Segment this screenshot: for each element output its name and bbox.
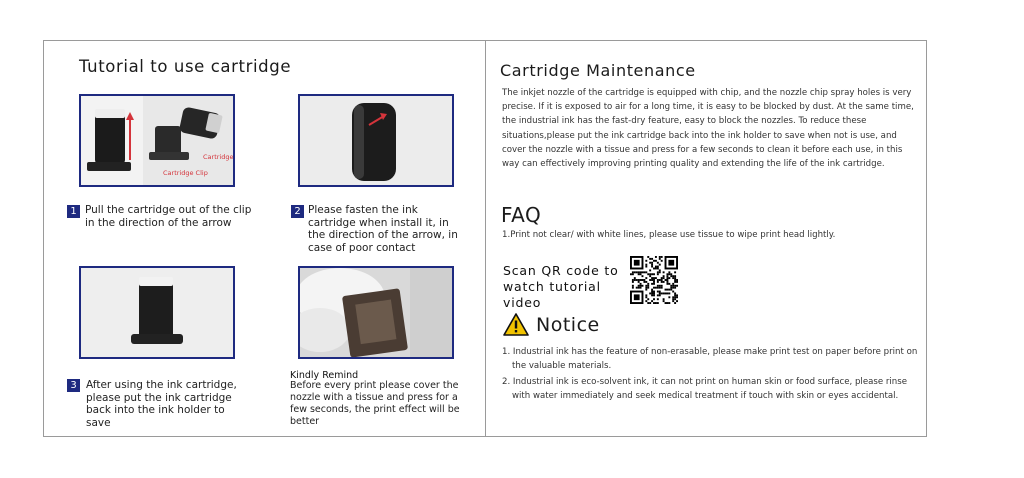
notice-item-1: 1. Industrial ink has the feature of non-erasable, please make print test on paper before print on the valuable materials. [502, 347, 918, 371]
step-1-text: Pull the cartridge out of the clip in the direction of the arrow [85, 204, 252, 229]
qr-code-icon[interactable] [630, 256, 678, 304]
tutorial-title: Tutorial to use cartridge [79, 57, 292, 76]
warning-icon [503, 313, 529, 336]
photo-fasten-cartridge [298, 94, 454, 187]
step-3-text: After using the ink cartridge, please put the ink cartridge back into the ink holder to save [86, 379, 237, 429]
faq-text: 1.Print not clear/ with white lines, please use tissue to wipe print head lightly. [502, 230, 836, 240]
notice-list [502, 346, 922, 406]
maintenance-title: Cartridge Maintenance [500, 61, 696, 80]
kindly-remind-text: Before every print please cover the nozzle with a tissue and press for a few seconds, the print effect will be better [290, 380, 460, 427]
cartridge-clip-label: Cartridge Clip [163, 169, 208, 177]
step-3-badge: 3 [67, 379, 80, 392]
kindly-remind-title: Kindly Remind [290, 370, 359, 381]
notice-title: Notice [536, 314, 600, 336]
qr-caption: Scan QR code to watch tutorial video [503, 263, 619, 310]
step-1-badge: 1 [67, 205, 80, 218]
cartridge-label: Cartridge [203, 153, 234, 161]
photo-clean-nozzle [298, 266, 454, 359]
column-divider [485, 40, 486, 437]
step-2-text: Please fasten the ink cartridge when install it, in the direction of the arrow, in case of poor contact [308, 204, 458, 254]
faq-title: FAQ [501, 203, 542, 227]
photo-remove-cartridge [79, 94, 235, 187]
notice-item-2: 2. Industrial ink is eco-solvent ink, it can not print on human skin or food surface, please rinse with water immediately and seek medical treatment if touch with skin or eyes accidental. [502, 377, 908, 401]
photo-cartridge-in-holder [79, 266, 235, 359]
maintenance-text: The inkjet nozzle of the cartridge is equipped with chip, and the nozzle chip spray holes is very precise. If it is exposed to air for a long time, it is easy to be blocked by dust. At the same time, the industrial ink has the fast-dry feature, easy to block the nozzles. To reduce these situations,please put the ink cartridge back into the ink holder to save when not is use, and cover the nozzle with a tissue and press for a few seconds to clean it before each use, in this way can effectively improving printing quality and extending the life of the ink cartridge. [502, 88, 914, 170]
step-2-badge: 2 [291, 205, 304, 218]
